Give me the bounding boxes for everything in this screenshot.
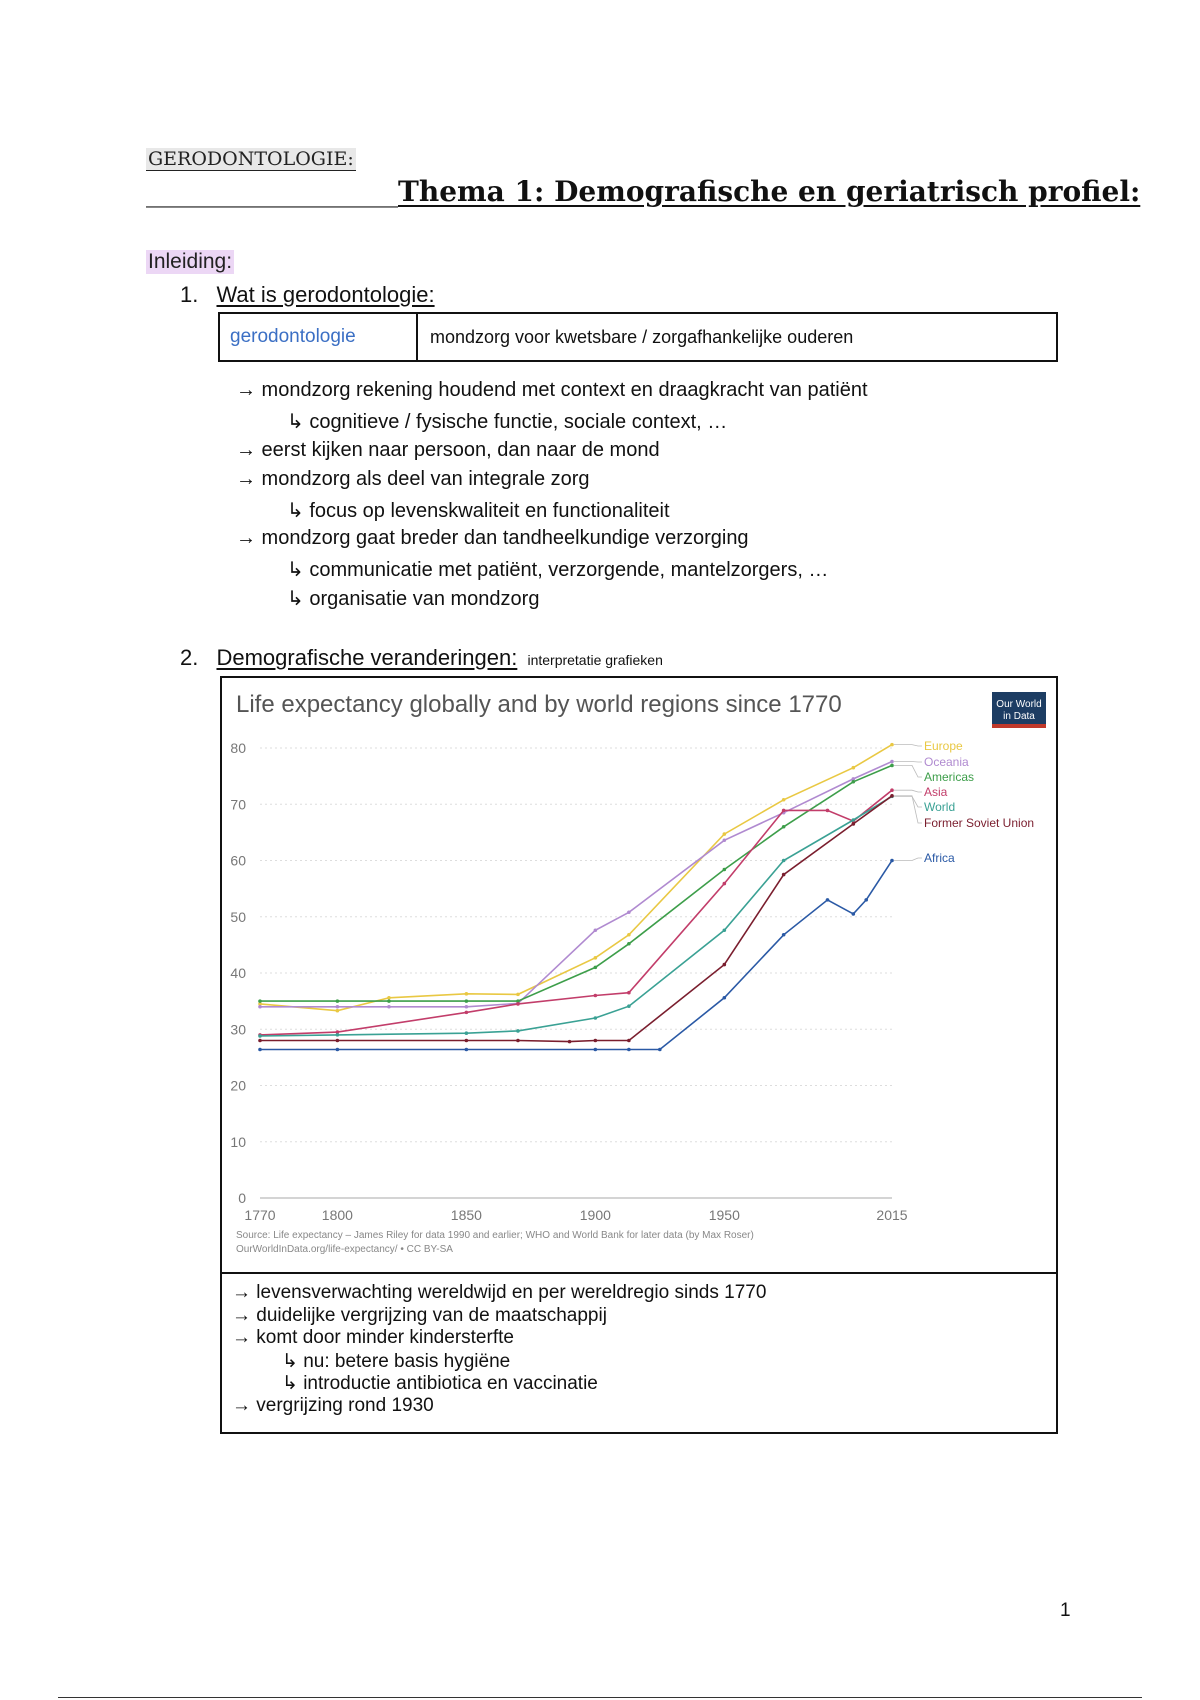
- legend-connector: [894, 762, 922, 763]
- data-point: [387, 1005, 391, 1009]
- series-line: [260, 762, 892, 1007]
- series-line: [260, 796, 892, 1036]
- chart-note: → komt door minder kindersterfte: [232, 1327, 514, 1348]
- data-point: [627, 1004, 631, 1008]
- x-tick-label: 1770: [244, 1207, 276, 1223]
- chart-sub-note: ↳ introductie antibiotica en vaccinatie: [282, 1373, 598, 1394]
- data-point: [890, 859, 894, 863]
- definition-description: mondzorg voor kwetsbare / zorgafhankelijke ouderen: [430, 326, 854, 347]
- data-point: [465, 992, 469, 996]
- legend-connector: [894, 745, 922, 746]
- data-point: [890, 764, 894, 768]
- data-point: [782, 859, 786, 863]
- question-2-text: Demografische veranderingen:: [216, 645, 518, 670]
- legend-label: Oceania: [924, 755, 969, 769]
- data-point: [890, 743, 894, 747]
- data-point: [387, 996, 391, 1000]
- y-tick-label: 50: [230, 908, 246, 925]
- data-point: [852, 822, 856, 826]
- question-2-heading: [180, 645, 663, 671]
- section-label: Inleiding:: [148, 250, 233, 273]
- chart-notes-box: [220, 1270, 1058, 1434]
- x-tick-label: 2015: [876, 1207, 908, 1223]
- bullet-item: → eerst kijken naar persoon, dan naar de mond: [236, 439, 660, 461]
- data-point: [568, 1040, 572, 1044]
- data-point: [336, 1033, 340, 1037]
- definition-term: gerodontologie: [220, 314, 418, 360]
- data-point: [465, 1039, 469, 1043]
- data-point: [826, 809, 830, 813]
- data-point: [723, 928, 727, 932]
- y-tick-label: 0: [238, 1190, 246, 1206]
- chart-series: [258, 743, 894, 1051]
- data-point: [890, 760, 894, 764]
- data-point: [723, 832, 727, 836]
- data-point: [627, 1048, 631, 1052]
- bottom-rule: [58, 1697, 1142, 1698]
- data-point: [336, 1009, 340, 1013]
- legend-label: Europe: [924, 739, 963, 753]
- legend-label: World: [924, 800, 956, 814]
- data-point: [723, 996, 727, 1000]
- question-2-number: 2.: [180, 645, 199, 670]
- bullet-item: → mondzorg als deel van integrale zorg: [236, 468, 590, 490]
- data-point: [782, 798, 786, 802]
- x-axis-ticks: [244, 1207, 907, 1223]
- logo-background: [992, 692, 1046, 728]
- legend-label: Americas: [924, 770, 975, 784]
- data-point: [782, 933, 786, 937]
- sub-bullet-item: ↳ cognitieve / fysische functie, sociale context, …: [287, 411, 728, 433]
- title-prefix: __________________: [146, 175, 398, 208]
- y-tick-label: 30: [230, 1021, 246, 1038]
- data-point: [627, 991, 631, 995]
- legend-connector: [894, 858, 922, 861]
- data-point: [516, 1029, 520, 1033]
- data-point: [465, 1005, 469, 1009]
- legend-label: Asia: [924, 785, 948, 799]
- data-point: [336, 1048, 340, 1052]
- data-point: [594, 1016, 598, 1020]
- logo-text-line2: in Data: [1003, 711, 1035, 722]
- chart-note: → vergrijzing rond 1930: [232, 1395, 434, 1416]
- bullet-item: → mondzorg rekening houdend met context en draagkracht van patiënt: [236, 379, 868, 401]
- question-2-note: interpretatie grafieken: [527, 652, 663, 668]
- bullet-item: → mondzorg gaat breder dan tandheelkundige verzorging: [236, 527, 749, 549]
- data-point: [516, 1002, 520, 1006]
- data-point: [258, 1039, 262, 1043]
- data-point: [627, 933, 631, 937]
- data-point: [594, 1039, 598, 1043]
- data-point: [594, 994, 598, 998]
- x-tick-label: 1800: [321, 1207, 353, 1223]
- data-point: [782, 825, 786, 829]
- title-text: Thema 1: Demografische en geriatrisch profiel:: [398, 175, 1141, 208]
- data-point: [336, 1039, 340, 1043]
- y-tick-label: 60: [230, 852, 246, 869]
- y-axis-ticks: [230, 740, 246, 1206]
- data-point: [890, 788, 894, 792]
- data-point: [627, 1039, 631, 1043]
- data-point: [627, 942, 631, 946]
- logo-text-line1: Our World: [996, 699, 1042, 710]
- data-point: [627, 910, 631, 914]
- page-title: [146, 175, 1140, 208]
- data-point: [258, 1005, 262, 1009]
- x-tick-label: 1950: [708, 1207, 740, 1223]
- chart-note: → duidelijke vergrijzing van de maatschappij: [232, 1305, 607, 1326]
- series-line: [260, 796, 892, 1042]
- chart-sub-note: ↳ nu: betere basis hygiëne: [282, 1351, 511, 1372]
- data-point: [890, 794, 894, 798]
- data-point: [465, 1011, 469, 1015]
- data-point: [723, 838, 727, 842]
- y-tick-label: 80: [230, 740, 246, 756]
- data-point: [594, 966, 598, 970]
- y-tick-label: 70: [230, 796, 246, 813]
- data-point: [658, 1048, 662, 1052]
- data-point: [782, 873, 786, 877]
- chart-note: → levensverwachting wereldwijd en per wereldregio sinds 1770: [232, 1282, 767, 1303]
- x-tick-label: 1900: [579, 1207, 611, 1223]
- data-point: [465, 1031, 469, 1035]
- chart-source-line2: OurWorldInData.org/life-expectancy/ • CC BY-SA: [236, 1244, 453, 1255]
- logo-stripe: [992, 724, 1046, 728]
- data-point: [864, 898, 868, 902]
- data-point: [336, 1005, 340, 1009]
- data-point: [516, 1039, 520, 1043]
- data-point: [336, 999, 340, 1003]
- data-point: [594, 1048, 598, 1052]
- document-label: GERODONTOLOGIE:: [148, 148, 354, 170]
- legend-connector: [894, 765, 922, 777]
- question-1-heading: [180, 282, 435, 308]
- data-point: [852, 818, 856, 822]
- series-line: [260, 765, 892, 1001]
- series-line: [260, 745, 892, 1011]
- y-tick-label: 40: [230, 965, 246, 981]
- chart-source-line1: Source: Life expectancy – James Riley for data 1990 and earlier; WHO and World Bank for later data (by Max Roser): [236, 1230, 754, 1241]
- data-point: [258, 1048, 262, 1052]
- legend-label: Africa: [924, 851, 955, 865]
- life-expectancy-chart: [222, 678, 1056, 1272]
- sub-bullet-item: ↳ focus op levenskwaliteit en functionaliteit: [287, 500, 670, 522]
- y-tick-label: 20: [230, 1077, 246, 1094]
- sub-bullet-item: ↳ organisatie van mondzorg: [287, 588, 540, 610]
- data-point: [387, 999, 391, 1003]
- data-point: [723, 882, 727, 886]
- sub-bullet-item: ↳ communicatie met patiënt, verzorgende, mantelzorgers, …: [287, 559, 829, 581]
- data-point: [594, 956, 598, 960]
- series-line: [260, 790, 892, 1035]
- data-point: [852, 912, 856, 916]
- data-point: [465, 1048, 469, 1052]
- legend-label: Former Soviet Union: [924, 816, 1035, 830]
- gridlines: [260, 748, 892, 1198]
- question-1-number: 1.: [180, 282, 199, 307]
- legend-connector: [894, 790, 922, 792]
- page-number: 1: [1060, 1600, 1071, 1621]
- data-point: [723, 963, 727, 967]
- data-point: [465, 999, 469, 1003]
- x-tick-label: 1850: [450, 1207, 482, 1223]
- data-point: [852, 766, 856, 770]
- owid-logo: [992, 692, 1046, 728]
- chart-container: [220, 676, 1058, 1274]
- data-point: [258, 1034, 262, 1038]
- data-point: [826, 898, 830, 902]
- data-point: [852, 780, 856, 784]
- data-point: [258, 999, 262, 1003]
- legend-connector: [894, 796, 922, 823]
- data-point: [782, 809, 786, 813]
- data-point: [594, 928, 598, 932]
- chart-title: Life expectancy globally and by world regions since 1770: [236, 691, 842, 718]
- y-tick-label: 10: [230, 1133, 246, 1150]
- data-point: [516, 993, 520, 997]
- legend-connector: [894, 796, 922, 807]
- question-1-text: Wat is gerodontologie:: [216, 282, 435, 307]
- data-point: [723, 868, 727, 872]
- chart-legend: [894, 739, 1034, 865]
- definition-table: [218, 312, 1058, 362]
